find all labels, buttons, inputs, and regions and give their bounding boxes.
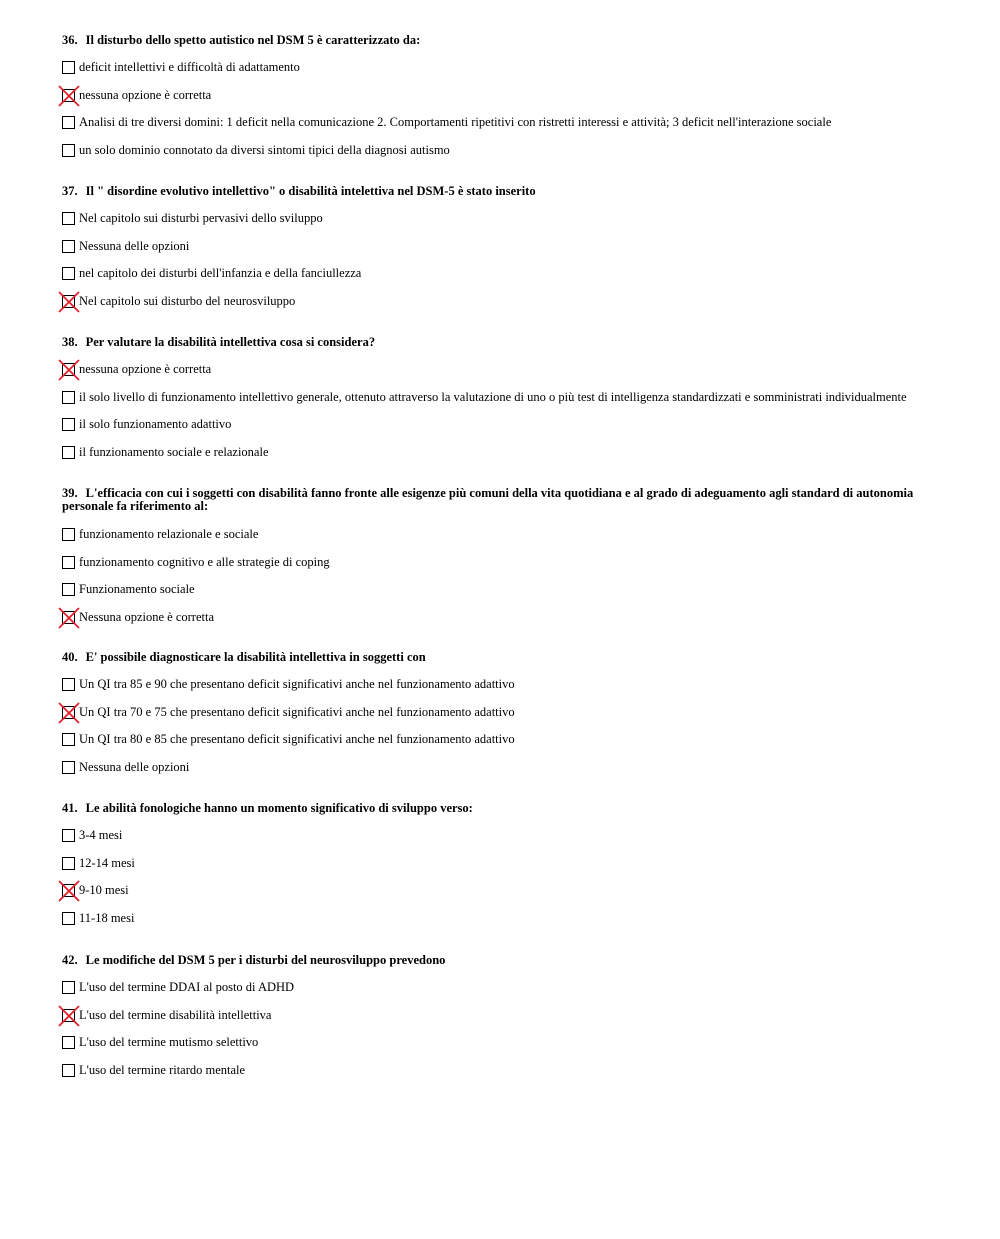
x-mark-icon: [57, 1004, 81, 1028]
question-text: Per valutare la disabilità intellettiva cosa si considera?: [85, 335, 376, 349]
question-text: E' possibile diagnosticare la disabilità intellettiva in soggetti con: [85, 650, 426, 664]
answer-option[interactable]: [62, 527, 258, 555]
answer-option[interactable]: [62, 1035, 258, 1063]
question-title: [62, 954, 942, 967]
question-number: 36.: [62, 33, 78, 47]
checkbox[interactable]: [62, 912, 75, 925]
question-39: [62, 486, 942, 624]
checkbox[interactable]: [62, 1064, 75, 1077]
question-text: Il disturbo dello spetto autistico nel DSM 5 è caratterizzato da:: [85, 33, 421, 47]
answer-option-text: Nessuna opzione è corretta: [79, 609, 215, 624]
answer-option[interactable]: [62, 980, 294, 1008]
answer-option[interactable]: [62, 555, 330, 583]
question-title: [62, 487, 942, 513]
question-38: [62, 335, 942, 459]
x-mark-icon: [57, 701, 81, 725]
answer-option[interactable]: [62, 266, 361, 294]
checkbox[interactable]: [62, 61, 75, 74]
answer-option[interactable]: [62, 294, 295, 322]
answer-option-text: il solo funzionamento adattivo: [79, 417, 232, 431]
checkbox[interactable]: [62, 212, 75, 225]
checkbox-checked[interactable]: [62, 1009, 75, 1022]
question-title: [62, 34, 942, 47]
checkbox[interactable]: [62, 391, 75, 404]
answer-option-text: L'uso del termine ritardo mentale: [79, 1062, 246, 1077]
answer-option[interactable]: [62, 115, 831, 143]
checkbox[interactable]: [62, 678, 75, 691]
answer-option-text: 11-18 mesi: [79, 910, 135, 925]
checkbox[interactable]: [62, 761, 75, 774]
question-number: 41.: [62, 801, 78, 815]
answer-option-text: Nessuna delle opzioni: [79, 238, 190, 253]
checkbox[interactable]: [62, 583, 75, 596]
question-41: [62, 801, 942, 925]
checkbox[interactable]: [62, 267, 75, 280]
checkbox[interactable]: [62, 528, 75, 541]
question-number: 42.: [62, 953, 78, 967]
checkbox[interactable]: [62, 418, 75, 431]
answer-option-text: L'uso del termine mutismo selettivo: [79, 1035, 259, 1049]
answer-option[interactable]: [62, 760, 189, 788]
question-title: [62, 802, 942, 815]
answer-option[interactable]: [62, 911, 134, 939]
answer-option[interactable]: [62, 390, 907, 418]
answer-option[interactable]: [62, 677, 515, 705]
answer-option-text: funzionamento cognitivo e alle strategie di coping: [79, 554, 330, 569]
answer-option[interactable]: [62, 883, 129, 911]
answer-option-text: nessuna opzione è corretta: [79, 362, 212, 376]
question-title: [62, 651, 942, 664]
checkbox-checked[interactable]: [62, 295, 75, 308]
checkbox[interactable]: [62, 556, 75, 569]
question-title: [62, 336, 942, 349]
answer-option[interactable]: [62, 828, 122, 856]
checkbox[interactable]: [62, 1036, 75, 1049]
checkbox-checked[interactable]: [62, 706, 75, 719]
checkbox[interactable]: [62, 829, 75, 842]
answer-option[interactable]: [62, 417, 231, 445]
checkbox-checked[interactable]: [62, 89, 75, 102]
question-37: [62, 184, 942, 308]
x-mark-icon: [57, 84, 81, 108]
checkbox[interactable]: [62, 240, 75, 253]
answer-option-text: 3-4 mesi: [79, 828, 123, 842]
checkbox[interactable]: [62, 981, 75, 994]
question-40: [62, 650, 942, 774]
answer-option-text: Funzionamento sociale: [79, 582, 195, 596]
answer-option-text: deficit intellettivi e difficoltà di adattamento: [79, 60, 300, 74]
answer-option-text: nessuna opzione è corretta: [79, 87, 212, 102]
x-mark-icon: [57, 879, 81, 903]
checkbox-checked[interactable]: [62, 884, 75, 897]
checkbox[interactable]: [62, 446, 75, 459]
answer-option-text: Analisi di tre diversi domini: 1 deficit nella comunicazione 2. Comportamenti ripetitivi con ristretti interessi e attività; 3 deficit nell'interazione sociale: [79, 115, 832, 129]
answer-option-text: 9-10 mesi: [79, 883, 129, 897]
answer-option[interactable]: [62, 582, 195, 610]
answer-option-text: Un QI tra 85 e 90 che presentano deficit significativi anche nel funzionamento adattivo: [79, 677, 515, 691]
answer-option-text: Nessuna delle opzioni: [79, 759, 190, 774]
checkbox[interactable]: [62, 857, 75, 870]
answer-option-text: nel capitolo dei disturbi dell'infanzia e della fanciullezza: [79, 266, 362, 280]
answer-option-text: 12-14 mesi: [79, 855, 135, 870]
answer-option[interactable]: [62, 239, 189, 267]
answer-option-text: Un QI tra 80 e 85 che presentano deficit significativi anche nel funzionamento adattivo: [79, 732, 515, 746]
answer-option[interactable]: [62, 705, 515, 733]
answer-option[interactable]: [62, 732, 515, 760]
answer-option-text: L'uso del termine DDAI al posto di ADHD: [79, 980, 295, 994]
question-36: [62, 33, 942, 157]
question-number: 37.: [62, 184, 78, 198]
answer-option-text: un solo dominio connotato da diversi sintomi tipici della diagnosi autismo: [79, 142, 450, 157]
answer-option[interactable]: [62, 445, 269, 473]
checkbox[interactable]: [62, 144, 75, 157]
answer-option-text: funzionamento relazionale e sociale: [79, 527, 259, 541]
answer-option-text: Un QI tra 70 e 75 che presentano deficit significativi anche nel funzionamento adattivo: [79, 704, 515, 719]
question-42: [62, 953, 942, 1077]
answer-option[interactable]: [62, 362, 211, 390]
x-mark-icon: [57, 606, 81, 630]
answer-option[interactable]: [62, 1008, 271, 1036]
checkbox[interactable]: [62, 733, 75, 746]
answer-option[interactable]: [62, 60, 300, 88]
answer-option-text: L'uso del termine disabilità intellettiva: [79, 1007, 272, 1022]
question-number: 39.: [62, 486, 78, 500]
x-mark-icon: [57, 358, 81, 382]
answer-option-text: il funzionamento sociale e relazionale: [79, 444, 269, 459]
answer-option-text: Nel capitolo sui disturbi pervasivi dello sviluppo: [79, 211, 323, 225]
answer-option[interactable]: [62, 88, 211, 116]
question-number: 38.: [62, 335, 78, 349]
answer-option-text: il solo livello di funzionamento intellettivo generale, ottenuto attraverso la valutazione di uno o più test di intelligenza standardizzati e somministrati individualmente: [79, 389, 907, 404]
checkbox-checked[interactable]: [62, 363, 75, 376]
x-mark-icon: [57, 290, 81, 314]
answer-option[interactable]: [62, 143, 450, 171]
question-text: Il " disordine evolutivo intellettivo" o disabilità intelettiva nel DSM-5 è stato inserito: [85, 184, 536, 198]
question-number: 40.: [62, 650, 78, 664]
checkbox-checked[interactable]: [62, 611, 75, 624]
question-text: Le abilità fonologiche hanno un momento significativo di sviluppo verso:: [85, 801, 473, 815]
answer-option[interactable]: [62, 610, 214, 638]
answer-option-text: Nel capitolo sui disturbo del neurosviluppo: [79, 293, 296, 308]
question-title: [62, 185, 942, 198]
answer-option[interactable]: [62, 211, 323, 239]
question-text: Le modifiche del DSM 5 per i disturbi del neurosviluppo prevedono: [85, 953, 446, 967]
answer-option[interactable]: [62, 1063, 245, 1091]
checkbox[interactable]: [62, 116, 75, 129]
question-text: L'efficacia con cui i soggetti con disabilità fanno fronte alle esigenze più comuni della vita quotidiana e al grado di adeguamento agli standard di autonomia personale fa riferimento al:: [62, 486, 914, 513]
